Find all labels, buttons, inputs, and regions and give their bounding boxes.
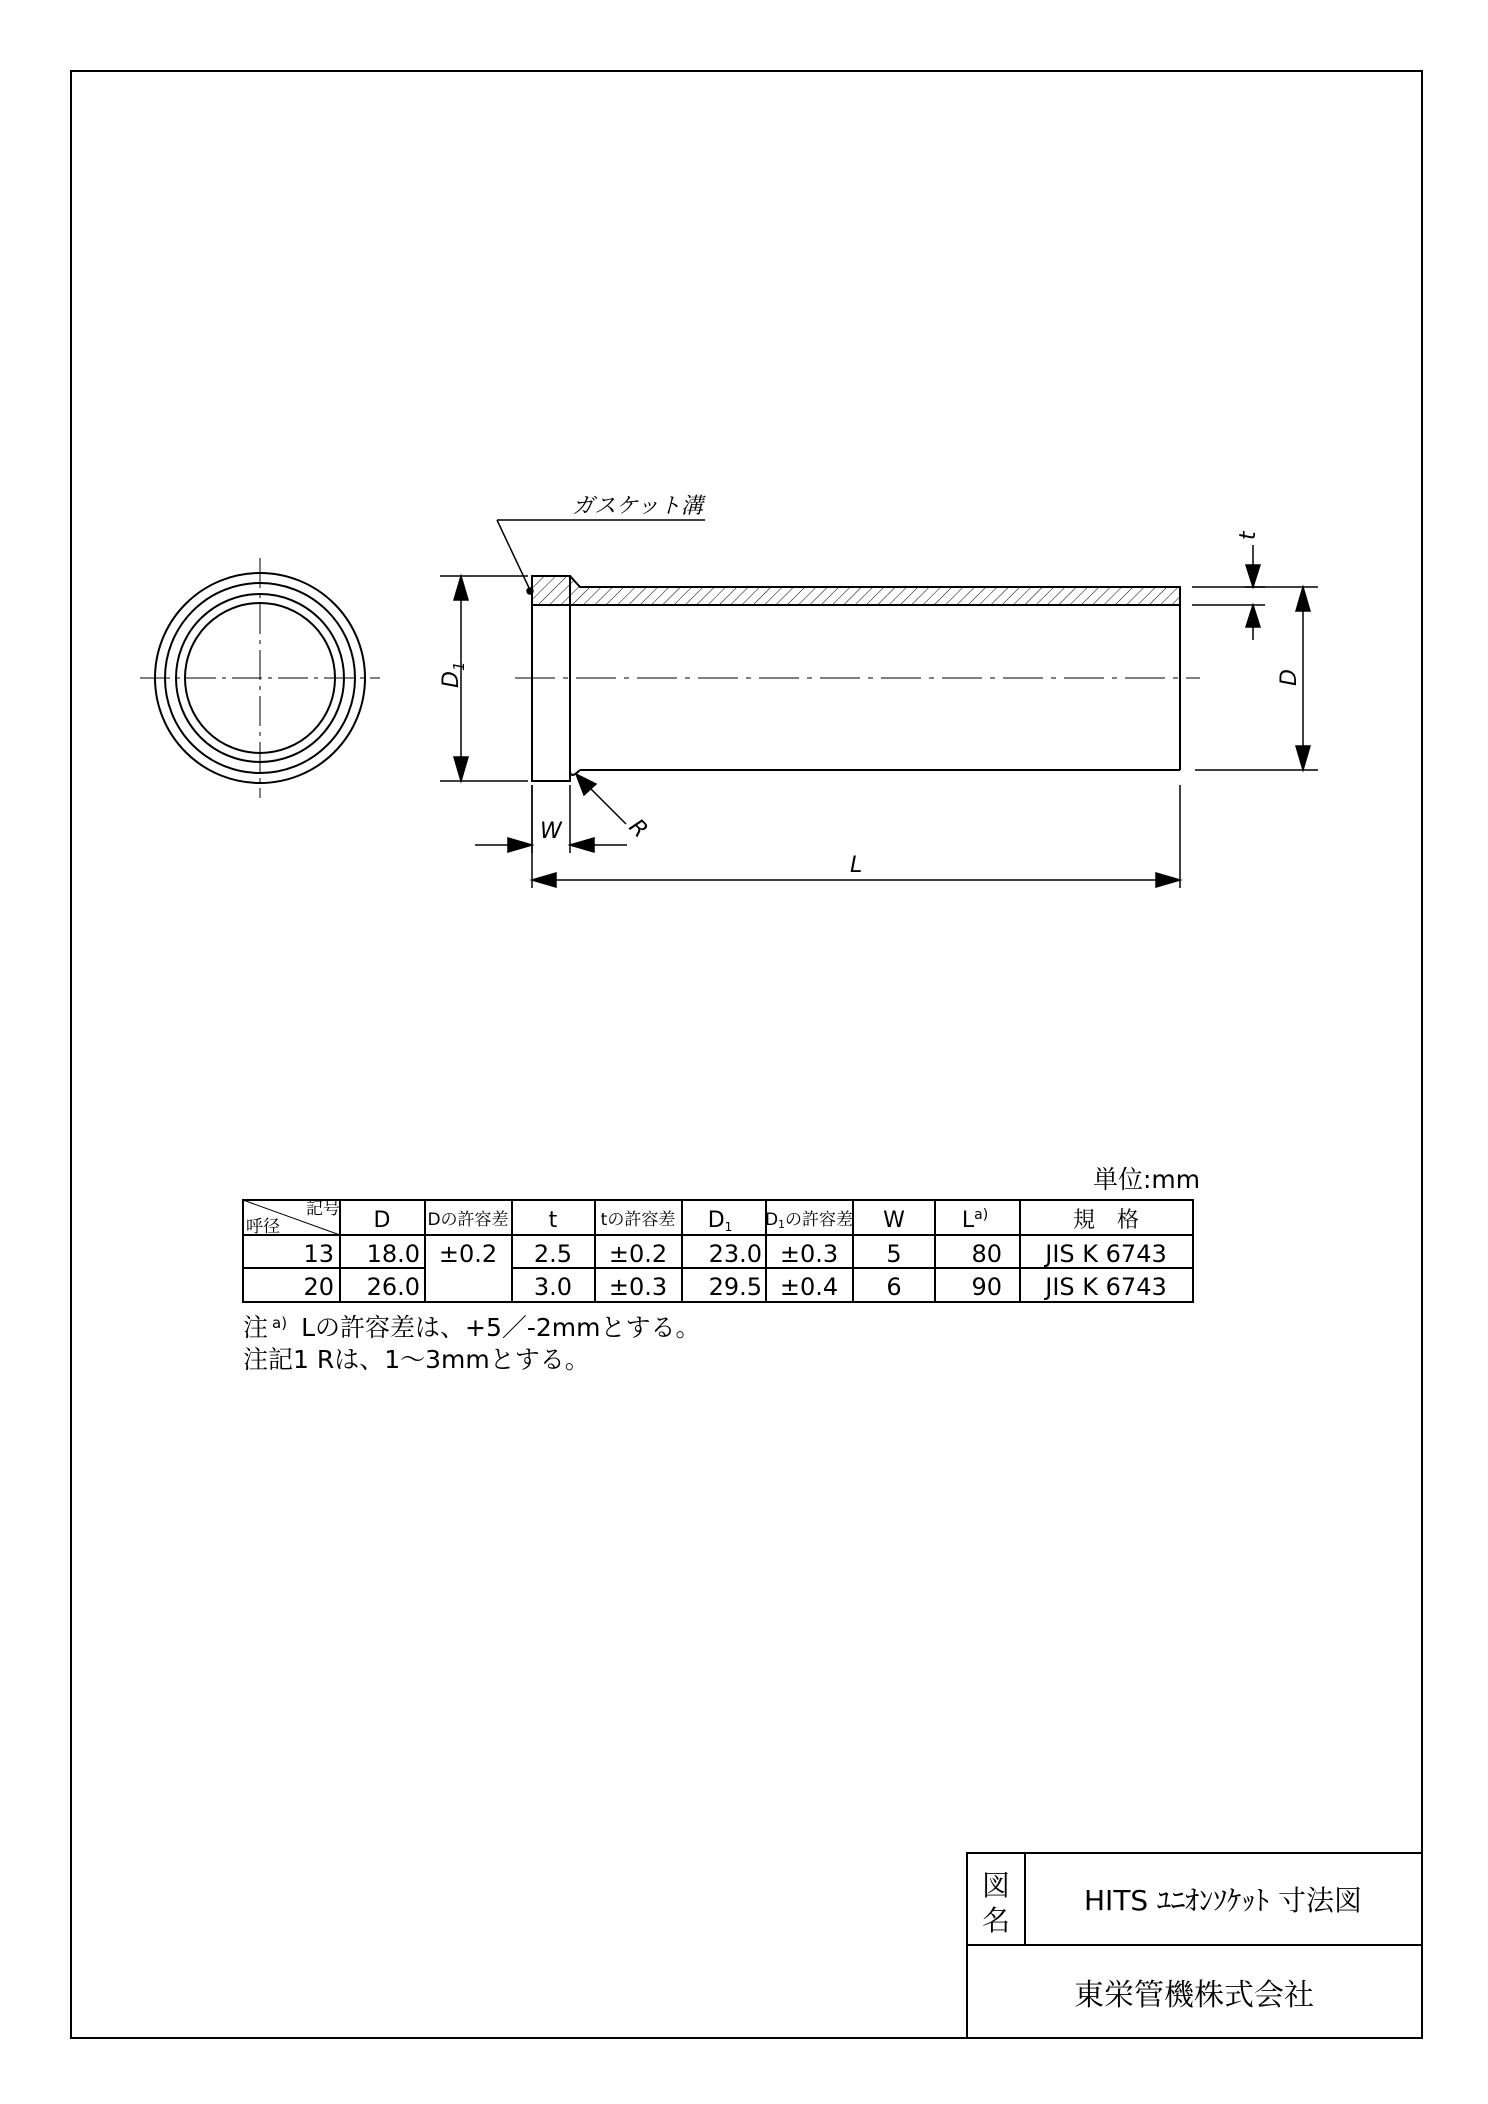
note-a: 注 $^{a)}$ Lの許容差は、+5／-2mmとする。 [243,1313,701,1342]
header-t: t [548,1208,558,1233]
header-spec: 規 格 [1072,1208,1140,1233]
cell-size: 13 [303,1240,334,1268]
cell-l: 80 [971,1240,1002,1268]
header-d: D [373,1208,391,1233]
cell-d: 26.0 [366,1273,420,1301]
header-l: $L^{a)}$ [961,1207,989,1233]
side-view [515,576,1200,781]
header-t-tol: tの許容差 [600,1210,676,1230]
header-d-tol: Dの許容差 [427,1210,509,1230]
header-d1: D1 [707,1208,733,1234]
dim-t [1192,545,1265,640]
cell-spec: JIS K 6743 [1045,1240,1167,1268]
cell-l: 90 [971,1273,1002,1301]
t-label: t [1236,531,1261,540]
note-1: 注記1 Rは、1～3mmとする。 [243,1345,590,1374]
cell-t-tol: ±0.2 [608,1240,668,1268]
cell-d1-tol: ±0.4 [779,1273,839,1301]
end-view-centerlines [140,558,380,798]
cell-d1: 29.5 [708,1273,762,1301]
gasket-groove-label: ガスケット溝 [572,494,703,519]
header-corner-top: 記号 [306,1199,340,1219]
cell-t-tol: ±0.3 [608,1273,668,1301]
cell-d-tol-shared: ±0.2 [438,1240,498,1268]
title-label-top: 図 [981,1869,1011,1902]
header-corner-bottom: 呼径 [246,1217,280,1237]
header-d1-tol: D1の許容差 [764,1210,854,1231]
table-row [303,1240,1166,1268]
cell-d1-tol: ±0.3 [779,1240,839,1268]
table-row [303,1273,1166,1301]
wall-section [532,576,1180,605]
cell-t: 2.5 [533,1240,573,1268]
cell-t: 3.0 [533,1273,573,1301]
gasket-groove-leader [497,520,705,594]
d-label: D [1277,669,1302,686]
header-w: W [883,1208,905,1233]
cell-w: 6 [886,1273,902,1301]
cell-w: 5 [886,1240,902,1268]
d1-label: $D_1$ [439,661,468,688]
unit-label: 単位:mm [1093,1165,1201,1194]
cell-size: 20 [303,1273,334,1301]
cell-d: 18.0 [366,1240,420,1268]
drawing-border [71,71,1422,2038]
r-leader [576,774,626,824]
drawing-name: HITS ﾕﾆｵﾝｿｹｯﾄ 寸法図 [1084,1884,1362,1917]
cell-d1: 23.0 [708,1240,762,1268]
cell-spec: JIS K 6743 [1045,1273,1167,1301]
company-name: 東栄管機株式会社 [1074,1978,1314,2013]
w-label: W [540,819,562,844]
l-label: L [850,853,863,878]
title-label-bottom: 名 [981,1904,1011,1937]
r-label: R [623,814,653,844]
